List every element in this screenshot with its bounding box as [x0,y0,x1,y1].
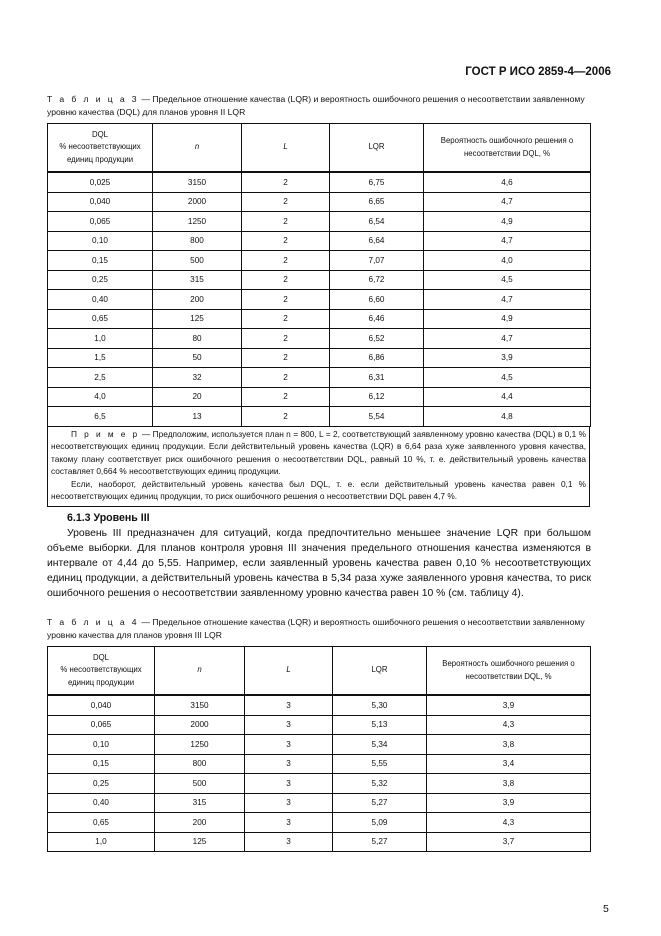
table-row [48,212,591,232]
cell-probability: 3,7 [427,832,591,852]
note-label: П р и м е р [71,428,140,439]
cell-l: 3 [245,754,333,774]
cell-n: 20 [153,387,242,407]
cell-probability: 4,9 [424,309,591,329]
cell-probability: 4,0 [424,251,591,271]
cell-probability: 4,5 [424,270,591,290]
table-row [48,368,591,388]
cell-lqr: 5,13 [333,715,427,735]
cell-probability: 4,7 [424,192,591,212]
cell-lqr: 5,54 [330,407,424,427]
cell-l: 2 [242,192,330,212]
cell-lqr: 6,52 [330,329,424,349]
cell-lqr: 5,27 [333,793,427,813]
header-l: L [242,124,330,173]
table-row [48,290,591,310]
cell-l: 2 [242,290,330,310]
cell-probability: 3,8 [427,774,591,794]
cell-n: 800 [153,231,242,251]
cell-l: 2 [242,407,330,427]
table-row [48,793,591,813]
cell-lqr: 5,09 [333,813,427,833]
table-row [48,715,591,735]
section-6-1-3 [47,511,591,601]
cell-dql: 0,040 [48,192,153,212]
cell-dql: 0,40 [48,290,153,310]
cell-n: 1250 [153,212,242,232]
cell-lqr: 5,32 [333,774,427,794]
cell-probability: 4,9 [424,212,591,232]
table3-header-row [48,124,591,173]
table3-example-note [47,427,590,508]
table-row [48,192,591,212]
cell-dql: 1,0 [48,832,155,852]
cell-l: 2 [242,270,330,290]
cell-dql: 0,065 [48,715,155,735]
cell-n: 125 [155,832,245,852]
cell-dql: 0,65 [48,309,153,329]
table-row [48,348,591,368]
cell-probability: 3,9 [424,348,591,368]
cell-l: 2 [242,212,330,232]
cell-lqr: 6,54 [330,212,424,232]
cell-dql: 1,0 [48,329,153,349]
cell-lqr: 6,72 [330,270,424,290]
cell-lqr: 6,65 [330,192,424,212]
header-lqr: LQR [330,124,424,173]
cell-dql: 0,15 [48,251,153,271]
table-row [48,832,591,852]
cell-l: 3 [245,774,333,794]
cell-dql: 4,0 [48,387,153,407]
cell-dql: 0,025 [48,172,153,192]
header-probability: Вероятность ошибочного решения о несоответствии DQL, % [424,124,591,173]
cell-n: 1250 [155,735,245,755]
table-row [48,329,591,349]
cell-n: 32 [153,368,242,388]
header-probability: Вероятность ошибочного решения о несоответствии DQL, % [427,647,591,696]
cell-dql: 0,15 [48,754,155,774]
header-l: L [245,647,333,696]
cell-lqr: 6,12 [330,387,424,407]
cell-probability: 3,9 [427,695,591,715]
cell-dql: 0,10 [48,735,155,755]
cell-probability: 4,7 [424,290,591,310]
cell-l: 2 [242,172,330,192]
table4-caption [47,616,592,642]
cell-l: 2 [242,309,330,329]
cell-n: 200 [153,290,242,310]
cell-l: 2 [242,329,330,349]
cell-lqr: 6,64 [330,231,424,251]
cell-probability: 4,7 [424,329,591,349]
cell-lqr: 5,55 [333,754,427,774]
table-row [48,695,591,715]
table3-caption [47,93,592,119]
cell-probability: 4,3 [427,813,591,833]
cell-dql: 0,40 [48,793,155,813]
section-body: Уровень III предназначен для ситуаций, когда предпочтительно меньшее значение LQR при большом объеме выборки. Для планов контроля уровня III значения предельного отношения качества изменяются в интервале от 4,44 до 5,55. Например, если заявленный уровень качества равен 0,10 % несоответствующих единиц продукции, а действительный уровень качества в 5,34 раза хуже заявленного уровня качества, то риск ошибочного решения о несоответствии заявленному уровню качества равен 10 % (см. таблицу 4). [47,528,591,599]
cell-dql: 0,65 [48,813,155,833]
cell-dql: 0,065 [48,212,153,232]
table-row [48,407,591,427]
cell-probability: 4,6 [424,172,591,192]
table4-caption-label: Т а б л и ц а 4 [47,617,139,627]
table3-caption-text: — Предельное отношение качества (LQR) и вероятность ошибочного решения о несоответствии заявленному уровню качества (DQL) для планов уровня II LQR [47,94,585,117]
cell-l: 2 [242,368,330,388]
cell-n: 2000 [153,192,242,212]
cell-probability: 4,8 [424,407,591,427]
cell-l: 3 [245,793,333,813]
table-row [48,813,591,833]
table-row [48,387,591,407]
cell-lqr: 6,31 [330,368,424,388]
header-dql: DQL % несоответствующих единиц продукции [48,647,155,696]
section-heading: 6.1.3 Уровень III [67,512,150,524]
cell-probability: 3,4 [427,754,591,774]
cell-dql: 0,25 [48,270,153,290]
table-row [48,735,591,755]
cell-l: 3 [245,715,333,735]
table4 [47,646,591,852]
cell-lqr: 7,07 [330,251,424,271]
cell-lqr: 6,60 [330,290,424,310]
cell-n: 500 [153,251,242,271]
cell-dql: 0,25 [48,774,155,794]
cell-n: 500 [155,774,245,794]
table-row [48,251,591,271]
table3-block [47,123,590,507]
cell-lqr: 5,30 [333,695,427,715]
table4-header-row [48,647,591,696]
cell-n: 315 [155,793,245,813]
cell-l: 2 [242,231,330,251]
note-paragraph-1: — Предположим, используется план n = 800, L = 2, соответствующий заявленному уровню качества (DQL) в 0,1 % несоответствующих единиц продукции. Если действительный уровень качества (LQR) в 6,64 раза хуже заявленного уровня качества, такому плану соответствует риск ошибочного решения о несоответствии DQL, равный 10 %, т. е. действительный уровень качества составляет 0,664 % несоответствующих единиц продукции. [51,428,586,477]
cell-probability: 4,5 [424,368,591,388]
cell-dql: 2,5 [48,368,153,388]
header-n: n [153,124,242,173]
cell-l: 3 [245,832,333,852]
cell-n: 50 [153,348,242,368]
cell-probability: 3,8 [427,735,591,755]
cell-n: 2000 [155,715,245,735]
cell-n: 80 [153,329,242,349]
cell-l: 2 [242,387,330,407]
cell-l: 3 [245,735,333,755]
table-row [48,754,591,774]
cell-l: 3 [245,813,333,833]
cell-lqr: 6,86 [330,348,424,368]
header-n: n [155,647,245,696]
cell-probability: 4,3 [427,715,591,735]
cell-n: 200 [155,813,245,833]
cell-l: 3 [245,695,333,715]
cell-lqr: 6,46 [330,309,424,329]
cell-dql: 0,040 [48,695,155,715]
cell-l: 2 [242,251,330,271]
table4-caption-text: — Предельное отношение качества (LQR) и вероятность ошибочного решения о несоответствии заявленному уровню качества для планов уровня III LQR [47,617,585,640]
table3 [47,123,591,427]
cell-lqr: 5,27 [333,832,427,852]
note-paragraph-2: Если, наоборот, действительный уровень качества был DQL, т. е. если действительный уровень качества равен 0,1 % несоответствующих единиц продукции, то риск ошибочного решения о несоответствии DQL равен 4,7 %. [51,478,586,502]
cell-l: 2 [242,348,330,368]
cell-n: 3150 [155,695,245,715]
cell-n: 13 [153,407,242,427]
cell-dql: 0,10 [48,231,153,251]
cell-n: 315 [153,270,242,290]
table-row [48,231,591,251]
page-number: 5 [603,903,609,915]
cell-lqr: 6,75 [330,172,424,192]
table-row [48,309,591,329]
cell-probability: 3,9 [427,793,591,813]
document-header-id: ГОСТ Р ИСО 2859-4—2006 [465,66,611,78]
cell-lqr: 5,34 [333,735,427,755]
header-lqr: LQR [333,647,427,696]
table-row [48,774,591,794]
cell-n: 800 [155,754,245,774]
cell-n: 3150 [153,172,242,192]
cell-probability: 4,4 [424,387,591,407]
table3-caption-label: Т а б л и ц а 3 [47,94,139,104]
table-row [48,270,591,290]
header-dql: DQL % несоответствующих единиц продукции [48,124,153,173]
cell-dql: 6,5 [48,407,153,427]
cell-probability: 4,7 [424,231,591,251]
table4-block [47,646,590,852]
cell-dql: 1,5 [48,348,153,368]
table-row [48,172,591,192]
cell-n: 125 [153,309,242,329]
